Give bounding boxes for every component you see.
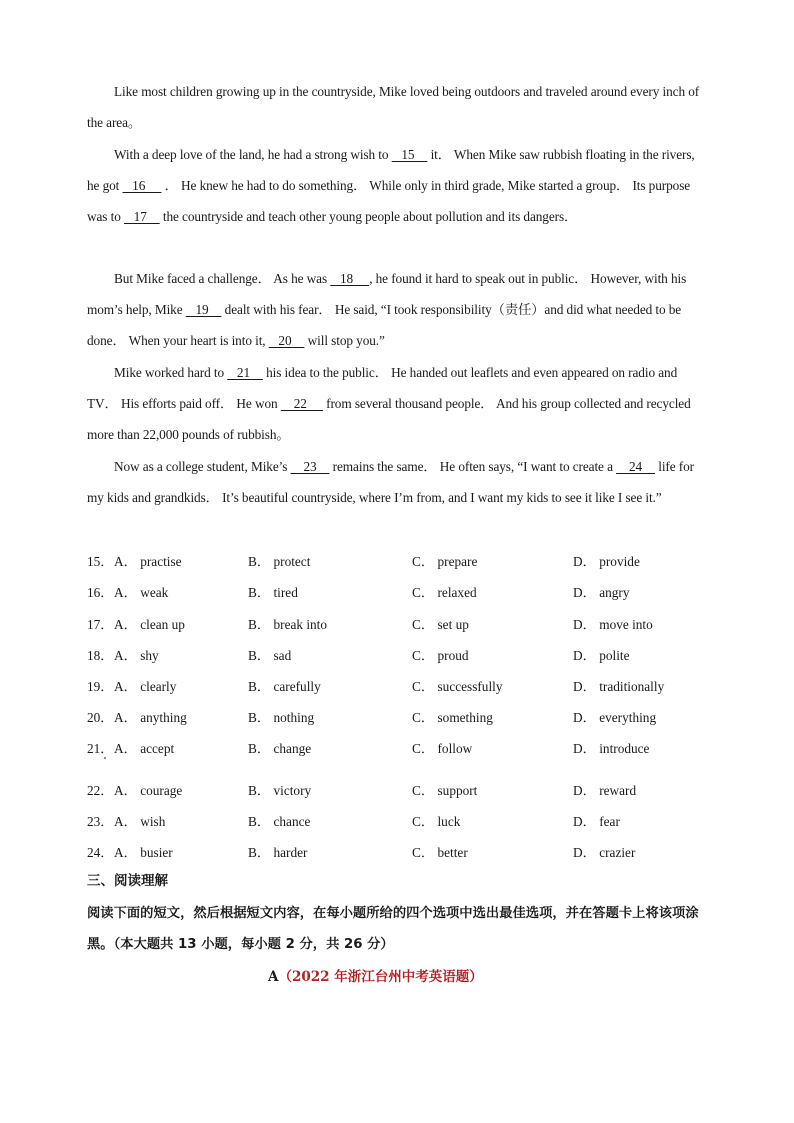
option-a[interactable]: A． busier	[114, 845, 173, 860]
option-b[interactable]: B． carefully	[248, 679, 321, 694]
paragraph-5-text-b: remains the same． He often says, “I want to create a	[329, 459, 617, 474]
passage-heading	[268, 965, 483, 985]
question-number: 22．	[87, 783, 114, 798]
question-21	[87, 738, 727, 758]
option-d[interactable]: D． move into	[573, 617, 653, 632]
passage-label: A	[268, 969, 279, 985]
blank-18[interactable]: 18	[330, 271, 370, 286]
blank-16[interactable]: 16	[122, 178, 162, 193]
question-number: 17．	[87, 617, 114, 632]
option-a[interactable]: A． wish	[114, 814, 166, 829]
paragraph-3-text-a: But Mike faced a challenge． As he was	[114, 271, 331, 286]
option-c[interactable]: C． luck	[412, 814, 461, 829]
option-a[interactable]: A． practise	[114, 554, 182, 569]
question-number: 19．	[87, 679, 114, 694]
blank-24[interactable]: 24	[616, 459, 656, 474]
paragraph-2-text-a: With a deep love of the land, he had a strong wish to	[114, 147, 392, 162]
paragraph-2	[87, 139, 709, 232]
passage-source: （2022 年浙江台州中考英语题）	[278, 969, 483, 985]
paragraph-4-text-c: from several thousand people． And his group collected and recycled more than 22,000 pounds of rubbish。	[87, 396, 691, 442]
option-b[interactable]: B． change	[248, 741, 312, 756]
paragraph-5-text-a: Now as a college student, Mike’s	[114, 459, 291, 474]
question-number: 15．	[87, 554, 114, 569]
option-a[interactable]: A． clearly	[114, 679, 177, 694]
option-d[interactable]: D． crazier	[573, 845, 636, 860]
blank-20[interactable]: 20	[268, 333, 305, 348]
option-c[interactable]: C． follow	[412, 741, 473, 756]
option-b[interactable]: B． tired	[248, 585, 298, 600]
paragraph-2-text-c: ． He knew he had to do something． While only in third grade, Mike started a group． Its purpose was to	[87, 178, 691, 224]
option-b[interactable]: B． chance	[248, 814, 311, 829]
question-number: 18．	[87, 648, 114, 663]
paragraph-3-text-c: dealt with his fear． He said, “I took responsibility（责任）and did what needed to be done． When your heart is into it,	[87, 302, 682, 348]
blank-21[interactable]: 21	[227, 365, 263, 380]
option-d[interactable]: D． angry	[573, 585, 630, 600]
option-d[interactable]: D． reward	[573, 783, 637, 798]
option-d[interactable]: D． traditionally	[573, 679, 665, 694]
question-number: 23．	[87, 814, 114, 829]
option-a[interactable]: A． accept	[114, 741, 175, 756]
section-instruction: 阅读下面的短文，然后根据短文内容，在每小题所给的四个选项中选出最佳选项，并在答题卡上将该项涂黑。（本大题共 13 小题，每小题 2 分，共 26 分）	[87, 906, 699, 952]
question-17	[87, 614, 727, 634]
option-c[interactable]: C． prepare	[412, 554, 478, 569]
option-a[interactable]: A． courage	[114, 783, 183, 798]
question-number: 21．	[87, 741, 114, 756]
option-d[interactable]: D． introduce	[573, 741, 650, 756]
option-c[interactable]: C． support	[412, 783, 478, 798]
question-15	[87, 551, 727, 571]
paragraph-1	[87, 76, 709, 138]
option-c[interactable]: C． set up	[412, 617, 469, 632]
option-a[interactable]: A． anything	[114, 710, 187, 725]
option-d[interactable]: D． fear	[573, 814, 620, 829]
option-c[interactable]: C． something	[412, 710, 493, 725]
option-b[interactable]: B． harder	[248, 845, 308, 860]
paragraph-5	[87, 451, 709, 513]
question-number: 24．	[87, 845, 114, 860]
option-a[interactable]: A． shy	[114, 648, 159, 663]
option-d[interactable]: D． polite	[573, 648, 630, 663]
question-23	[87, 811, 727, 831]
option-d[interactable]: D． everything	[573, 710, 657, 725]
question-20	[87, 707, 727, 727]
blank-23[interactable]: 23	[290, 459, 330, 474]
question-22	[87, 780, 727, 800]
question-24	[87, 842, 727, 862]
blank-15[interactable]: 15	[391, 147, 428, 162]
question-number: 20．	[87, 710, 114, 725]
option-c[interactable]: C． successfully	[412, 679, 503, 694]
paragraph-3	[87, 263, 709, 356]
paragraph-3-text-d: will stop you.”	[304, 333, 385, 348]
option-b[interactable]: B． nothing	[248, 710, 315, 725]
paragraph-4	[87, 357, 709, 450]
question-number: 16．	[87, 585, 114, 600]
question-16	[87, 582, 727, 602]
paragraph-1-text: Like most children growing up in the countryside, Mike loved being outdoors and traveled around every inch of the area。	[87, 84, 700, 130]
option-d[interactable]: D． provide	[573, 554, 640, 569]
option-b[interactable]: B． break into	[248, 617, 328, 632]
paragraph-4-text-a: Mike worked hard to	[114, 365, 228, 380]
option-c[interactable]: C． proud	[412, 648, 469, 663]
option-c[interactable]: C． better	[412, 845, 468, 860]
option-c[interactable]: C． relaxed	[412, 585, 477, 600]
paragraph-5-text-c: life for my kids and grandkids． It’s beautiful countryside, where I’m from, and I want my kids to see it like I see it.”	[87, 459, 694, 505]
option-b[interactable]: B． sad	[248, 648, 292, 663]
section-title: 三、阅读理解	[87, 873, 168, 889]
option-b[interactable]: B． victory	[248, 783, 312, 798]
paragraph-4-text-b: his idea to the public． He handed out leaflets and even appeared on radio and TV． His efforts paid off． He won	[87, 365, 678, 411]
option-b[interactable]: B． protect	[248, 554, 311, 569]
stray-dot	[104, 757, 106, 759]
question-19	[87, 676, 727, 696]
blank-17[interactable]: 17	[123, 209, 160, 224]
paragraph-2-text-b: it． When Mike saw rubbish floating in the rivers, he got	[87, 147, 695, 193]
paragraph-2-text-d: the countryside and teach other young people about pollution and its dangers．	[159, 209, 578, 224]
blank-22[interactable]: 22	[280, 396, 323, 411]
option-a[interactable]: A． weak	[114, 585, 169, 600]
question-18	[87, 645, 727, 665]
blank-19[interactable]: 19	[185, 302, 222, 317]
paragraph-3-text-b: , he found it hard to speak out in public． However, with his mom’s help, Mike	[87, 271, 687, 317]
option-a[interactable]: A． clean up	[114, 617, 185, 632]
